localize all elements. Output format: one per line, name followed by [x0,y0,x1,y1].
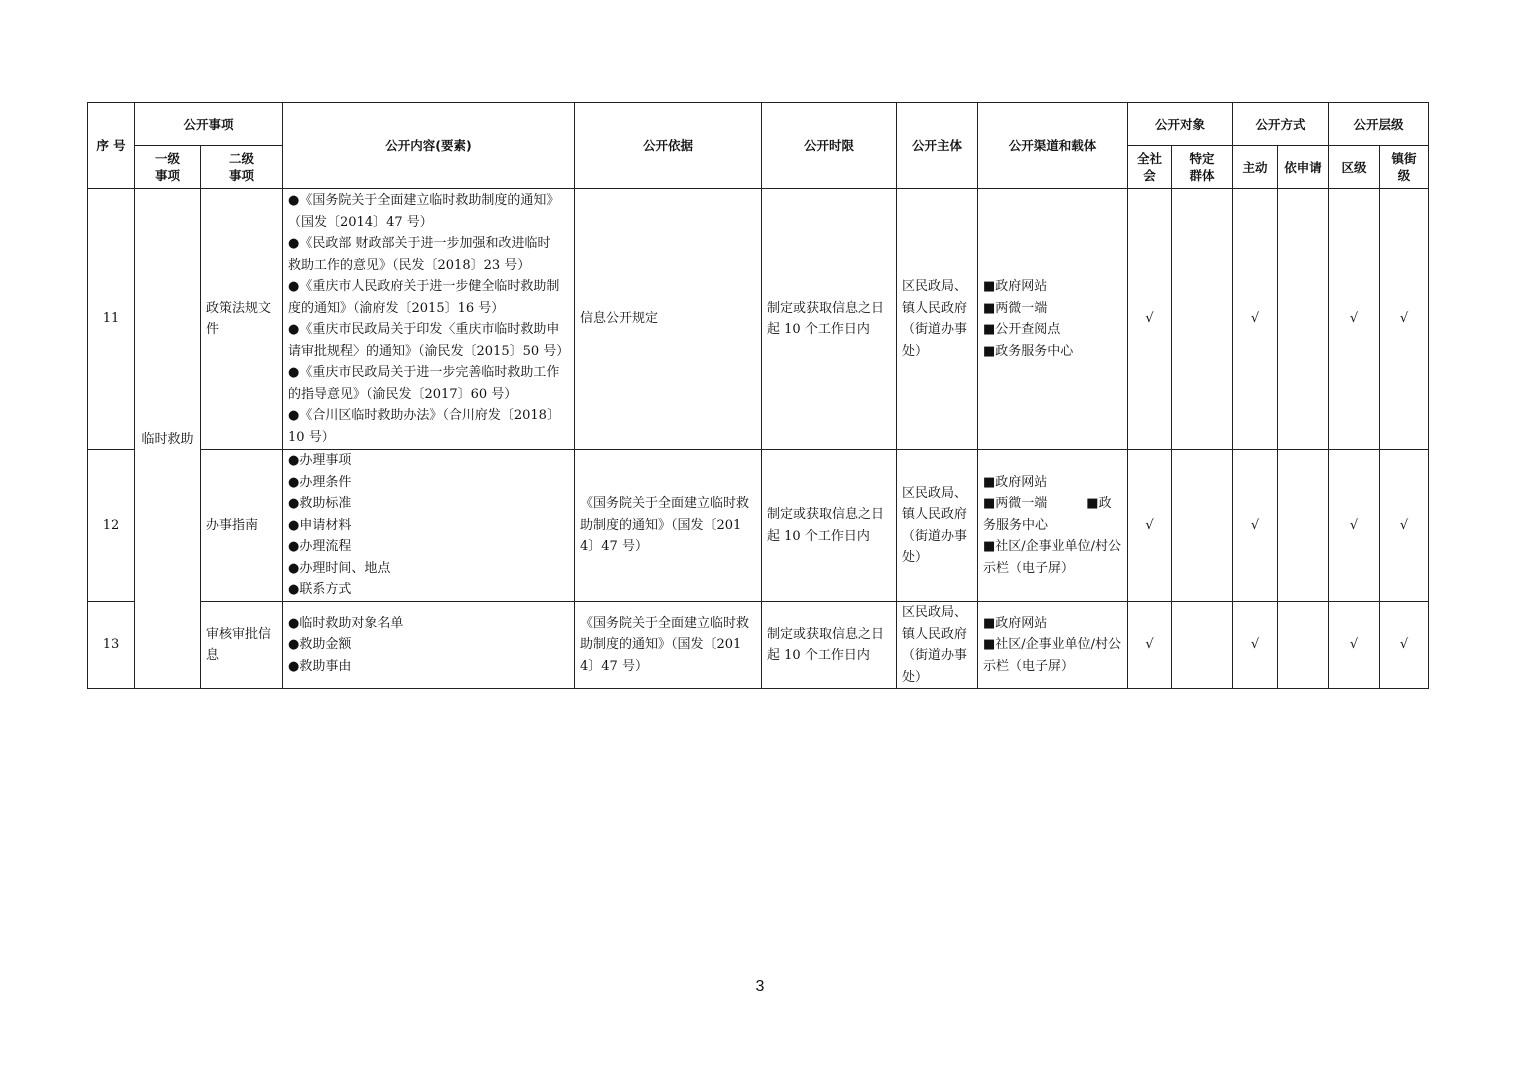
level-town-cell: √ [1380,602,1429,689]
content-cell [283,602,575,689]
content-cell-line: （国发〔2014〕47 号） [288,214,433,230]
header-level-town-text: 镇街 级 [1391,151,1417,183]
basis-cell: 《国务院关于全面建立临时救助制度的通知》（国发〔2014〕47 号） [575,602,762,689]
content-cell-line: ●办理条件 [288,474,352,490]
basis-cell: 《国务院关于全面建立临时救助制度的通知》（国发〔2014〕47 号） [575,450,762,602]
header-method-apply: 依申请 [1278,146,1329,189]
channel-cell [978,602,1128,689]
time-cell: 制定或获取信息之日起 10 个工作日内 [762,602,897,689]
target-group-cell [1172,450,1233,602]
time-cell: 制定或获取信息之日起 10 个工作日内 [762,189,897,450]
level2-item-cell: 政策法规文件 [201,189,283,450]
channel-cell-line: ■两微一端 ■政务服务中心 [983,496,1112,533]
header-target: 公开对象 [1128,103,1233,146]
target-group-cell [1172,602,1233,689]
content-cell-line: 的指导意见》（渝民发〔2017〕60 号） [288,386,518,402]
header-channel: 公开渠道和载体 [978,103,1128,189]
level1-item-label: 临时救助 [141,432,194,447]
subject-cell: 区民政局、镇人民政府（街道办事处） [897,450,978,602]
content-cell-line: 请审批规程〉的通知》（渝民发〔2015〕50 号） [288,343,570,359]
content-cell [283,189,575,450]
content-cell-line: 救助工作的意见》（民发〔2018〕23 号） [288,257,531,273]
disclosure-table [87,102,1429,689]
content-cell-line: ●《重庆市民政局关于进一步完善临时救助工作 [288,365,560,380]
method-active-cell: √ [1233,189,1278,450]
header-seq: 序 号 [88,103,135,189]
table-row [88,450,1429,602]
content-cell-line: ●办理事项 [288,453,352,469]
content-cell [283,450,575,602]
subject-cell: 区民政局、镇人民政府（街道办事处） [897,189,978,450]
content-cell-line: ●救助标准 [288,496,352,512]
content-cell-line: ●办理时间、地点 [288,560,391,576]
level1-item-cell [135,189,201,689]
channel-cell-line: ■社区/企事业单位/村公示栏（电子屏） [983,637,1122,674]
header-method-active: 主动 [1233,146,1278,189]
level-district-cell: √ [1329,602,1380,689]
header-method: 公开方式 [1233,103,1329,146]
target-all-cell: √ [1128,189,1172,450]
method-apply-cell [1278,189,1329,450]
header-level2 [201,146,283,189]
level-district-cell: √ [1329,450,1380,602]
seq-cell: 11 [88,189,135,450]
table-row [88,602,1429,689]
content-cell-line: ●《重庆市民政局关于印发〈重庆市临时救助申 [288,322,560,337]
channel-cell-line: ■政府网站 [983,474,1048,490]
channel-cell-line: ■公开查阅点 [983,322,1061,337]
channel-cell [978,450,1128,602]
header-subject: 公开主体 [897,103,978,189]
table-row [88,189,1429,450]
header-level2-text: 二级 事项 [229,151,255,183]
content-cell-line: ●《合川区临时救助办法》（合川府发〔2018〕 [288,408,560,423]
header-level-district: 区级 [1329,146,1380,189]
channel-cell-line: ■政府网站 [983,615,1048,631]
channel-cell-line: ■政府网站 [983,279,1048,294]
time-cell: 制定或获取信息之日起 10 个工作日内 [762,450,897,602]
seq-cell: 12 [88,450,135,602]
channel-cell [978,189,1128,450]
method-apply-cell [1278,602,1329,689]
target-group-cell [1172,189,1233,450]
content-cell-line: ●《重庆市人民政府关于进一步健全临时救助制 [288,279,560,294]
method-apply-cell [1278,450,1329,602]
content-cell-line: ●办理流程 [288,539,352,555]
level-town-cell: √ [1380,450,1429,602]
header-item: 公开事项 [135,103,283,146]
header-basis: 公开依据 [575,103,762,189]
header-target-group-text: 特定 群体 [1189,151,1215,183]
header-target-all-text: 全社 会 [1137,151,1163,183]
content-cell-line: ●联系方式 [288,582,352,598]
channel-cell-line: ■社区/企事业单位/村公示栏（电子屏） [983,539,1122,576]
level-district-cell: √ [1329,189,1380,450]
page-number: 3 [755,978,765,995]
level-town-cell: √ [1380,189,1429,450]
header-content: 公开内容(要素) [283,103,575,189]
target-all-cell: √ [1128,450,1172,602]
header-target-all [1128,146,1172,189]
target-all-cell: √ [1128,602,1172,689]
method-active-cell: √ [1233,602,1278,689]
header-level: 公开层级 [1329,103,1429,146]
content-cell-line: ●《国务院关于全面建立临时救助制度的通知》 [288,193,560,208]
level2-item-cell: 审核审批信息 [201,602,283,689]
header-level1 [135,146,201,189]
header-target-group [1172,146,1233,189]
channel-cell-line: ■政务服务中心 [983,343,1074,359]
content-cell-line: 度的通知》（渝府发〔2015〕16 号） [288,300,505,316]
content-cell-line: ●救助事由 [288,658,352,674]
content-cell-line: ●《民政部 财政部关于进一步加强和改进临时 [288,236,551,251]
header-time: 公开时限 [762,103,897,189]
method-active-cell: √ [1233,450,1278,602]
content-cell-line: ●临时救助对象名单 [288,615,404,631]
level2-item-cell: 办事指南 [201,450,283,602]
content-cell-line: ●救助金额 [288,637,352,653]
channel-cell-line: ■两微一端 [983,300,1048,316]
basis-cell: 信息公开规定 [575,189,762,450]
header-level1-text: 一级 事项 [154,151,180,183]
content-cell-line: 10 号） [288,429,335,445]
header-level-town [1380,146,1429,189]
subject-cell: 区民政局、镇人民政府（街道办事处） [897,602,978,689]
content-cell-line: ●申请材料 [288,517,352,533]
seq-cell: 13 [88,602,135,689]
table-body [88,189,1429,689]
